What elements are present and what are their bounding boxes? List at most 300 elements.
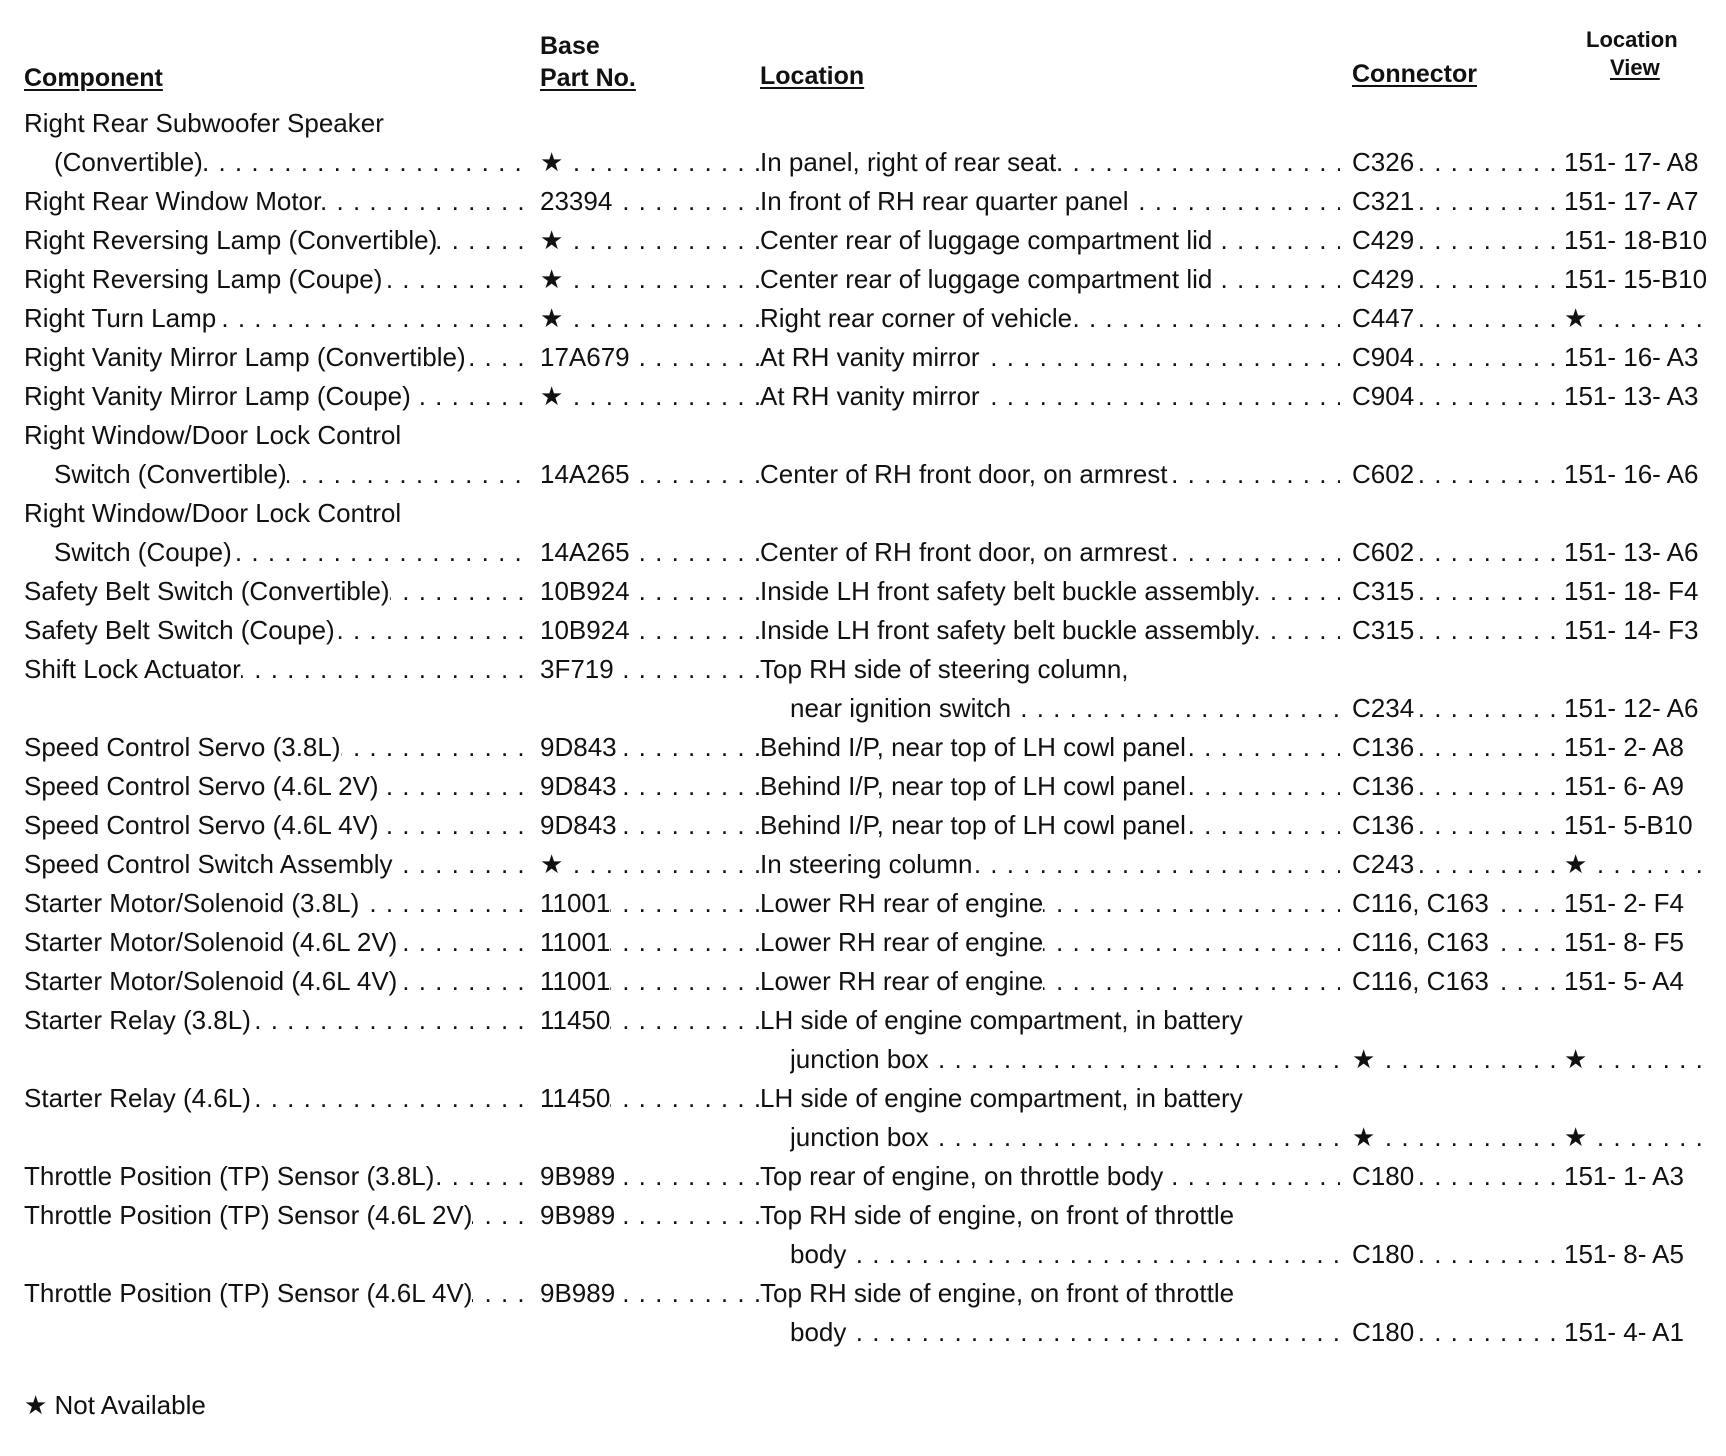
- cell-component: [24, 1079, 524, 1118]
- cell-location: [790, 1313, 1340, 1352]
- footnote: ★ Not Available: [24, 1390, 206, 1420]
- header-location-view-top-label: Location: [1586, 27, 1678, 52]
- part-text: 9D843: [540, 771, 617, 801]
- cell-connector: [1352, 1235, 1556, 1274]
- cell-connector: [1352, 1040, 1556, 1079]
- cell-part: [540, 1157, 760, 1196]
- cell-component: [24, 377, 524, 416]
- part-text: 9B989: [540, 1278, 616, 1308]
- table-row: [24, 884, 1710, 923]
- connector-text: C136: [1352, 732, 1415, 762]
- table-row: [24, 338, 1710, 377]
- table-row: [24, 416, 1710, 455]
- connector-text: C429: [1352, 225, 1415, 255]
- cell-location: [760, 455, 1340, 494]
- view-text: 151- 12- A6: [1564, 693, 1699, 723]
- header-location-label: Location: [760, 62, 865, 90]
- cell-connector: [1352, 767, 1556, 806]
- view-text: 151- 13- A6: [1564, 537, 1699, 567]
- cell-view: [1564, 806, 1710, 845]
- view-text: 151- 18- F4: [1564, 576, 1699, 606]
- location-text: body: [790, 1239, 847, 1269]
- cell-part: [540, 572, 760, 611]
- cell-view: [1564, 728, 1710, 767]
- cell-part: [540, 1079, 760, 1118]
- table-row: [24, 104, 1710, 143]
- table-row: [24, 221, 1710, 260]
- cell-location: [760, 611, 1340, 650]
- cell-connector: [1352, 1157, 1556, 1196]
- part-text: 11001: [540, 927, 611, 957]
- cell-location: [760, 1274, 1340, 1313]
- part-text: 23394: [540, 186, 613, 216]
- component-text: Right Turn Lamp: [24, 303, 217, 333]
- header-part-no: [540, 64, 636, 92]
- component-text: Right Reversing Lamp (Convertible): [24, 225, 438, 255]
- cell-view: [1564, 143, 1710, 182]
- cell-component: [24, 1274, 524, 1313]
- component-text: Right Vanity Mirror Lamp (Coupe): [24, 381, 411, 411]
- part-text: 9D843: [540, 810, 617, 840]
- location-text: At RH vanity mirror: [760, 342, 980, 372]
- view-text: 151- 14- F3: [1564, 615, 1699, 645]
- cell-part: [540, 1196, 760, 1235]
- component-text: Shift Lock Actuator: [24, 654, 241, 684]
- header-location-view-top: [1586, 26, 1678, 54]
- cell-location: [760, 221, 1340, 260]
- connector-text: C243: [1352, 849, 1415, 879]
- connector-text: C136: [1352, 810, 1415, 840]
- cell-location: [760, 572, 1340, 611]
- table-row: [24, 1040, 1710, 1079]
- cell-part: [540, 299, 760, 338]
- cell-component: [24, 767, 524, 806]
- cell-view: [1564, 338, 1710, 377]
- cell-connector: [1352, 962, 1556, 1001]
- table-row: [24, 650, 1710, 689]
- component-text: Safety Belt Switch (Coupe): [24, 615, 335, 645]
- view-text: 151- 5-B10: [1564, 810, 1693, 840]
- view-text: 151- 17- A7: [1564, 186, 1699, 216]
- table-row: [24, 845, 1710, 884]
- cell-part: [540, 767, 760, 806]
- view-text: 151- 17- A8: [1564, 147, 1699, 177]
- cell-component: [24, 845, 524, 884]
- view-text: 151- 2- A8: [1564, 732, 1684, 762]
- header-location-view-bottom-label: View: [1610, 55, 1660, 80]
- connector-text: ★: [1352, 1122, 1376, 1152]
- cell-connector: [1352, 689, 1556, 728]
- table-row: [24, 260, 1710, 299]
- table-row: [24, 1001, 1710, 1040]
- connector-text: C180: [1352, 1161, 1415, 1191]
- location-text: At RH vanity mirror: [760, 381, 980, 411]
- part-text: 10B924: [540, 576, 630, 606]
- cell-view: [1564, 182, 1710, 221]
- part-text: 3F719: [540, 654, 614, 684]
- component-text: Starter Motor/Solenoid (4.6L 4V): [24, 966, 398, 996]
- cell-location: [760, 806, 1340, 845]
- component-text: Right Reversing Lamp (Coupe): [24, 264, 383, 294]
- part-text: ★: [540, 225, 564, 255]
- cell-view: [1564, 299, 1710, 338]
- cell-connector: [1352, 299, 1556, 338]
- connector-text: C321: [1352, 186, 1415, 216]
- component-text: (Convertible): [54, 147, 203, 177]
- component-text: Starter Motor/Solenoid (4.6L 2V): [24, 927, 398, 957]
- view-text: 151- 16- A6: [1564, 459, 1699, 489]
- cell-connector: [1352, 455, 1556, 494]
- location-text: Center rear of luggage compartment lid: [760, 264, 1213, 294]
- location-text: junction box: [790, 1122, 929, 1152]
- component-text: Starter Relay (4.6L): [24, 1083, 251, 1113]
- cell-connector: [1352, 533, 1556, 572]
- connector-text: C116, C163: [1352, 966, 1489, 996]
- component-text: Throttle Position (TP) Sensor (4.6L 2V): [24, 1200, 473, 1230]
- cell-part: [540, 1274, 760, 1313]
- location-text: LH side of engine compartment, in battery: [760, 1083, 1243, 1113]
- cell-connector: [1352, 1313, 1556, 1352]
- table-row: [24, 962, 1710, 1001]
- cell-connector: [1352, 1118, 1556, 1157]
- cell-view: [1564, 1040, 1710, 1079]
- header-location-view-bottom: [1610, 54, 1660, 82]
- cell-component: [24, 1157, 524, 1196]
- cell-connector: [1352, 728, 1556, 767]
- location-text: Right rear corner of vehicle: [760, 303, 1073, 333]
- part-text: ★: [540, 381, 564, 411]
- component-text: Starter Relay (3.8L): [24, 1005, 251, 1035]
- cell-component: [24, 962, 524, 1001]
- component-text: Throttle Position (TP) Sensor (3.8L): [24, 1161, 435, 1191]
- view-text: 151- 8- F5: [1564, 927, 1684, 957]
- header-base: [540, 32, 600, 60]
- component-text: Right Window/Door Lock Control: [24, 498, 402, 528]
- component-text: Right Window/Door Lock Control: [24, 420, 402, 450]
- location-text: Top rear of engine, on throttle body: [760, 1161, 1164, 1191]
- part-text: 9B989: [540, 1200, 616, 1230]
- cell-location: [760, 650, 1340, 689]
- cell-location: [790, 689, 1340, 728]
- cell-location: [760, 962, 1340, 1001]
- cell-component: [24, 923, 524, 962]
- view-text: ★: [1564, 1044, 1588, 1074]
- part-text: 9D843: [540, 732, 617, 762]
- table-row: [24, 806, 1710, 845]
- header-connector-label: Connector: [1352, 60, 1477, 88]
- header-base-label: Base: [540, 32, 600, 60]
- cell-view: [1564, 1118, 1710, 1157]
- connector-text: C180: [1352, 1317, 1415, 1347]
- component-text: Switch (Convertible): [54, 459, 287, 489]
- component-text: Right Vanity Mirror Lamp (Convertible): [24, 342, 466, 372]
- cell-connector: [1352, 806, 1556, 845]
- table-row: [24, 533, 1710, 572]
- header-connector: [1352, 60, 1477, 88]
- location-text: Lower RH rear of engine: [760, 888, 1044, 918]
- cell-component: [54, 455, 524, 494]
- cell-part: [540, 806, 760, 845]
- view-text: 151- 15-B10: [1564, 264, 1708, 294]
- connector-text: C116, C163: [1352, 927, 1489, 957]
- part-text: 11001: [540, 888, 611, 918]
- part-text: 14A265: [540, 537, 630, 567]
- location-text: Behind I/P, near top of LH cowl panel: [760, 732, 1186, 762]
- cell-location: [790, 1040, 1340, 1079]
- cell-part: [540, 143, 760, 182]
- part-text: ★: [540, 147, 564, 177]
- component-text: Right Rear Subwoofer Speaker: [24, 108, 384, 138]
- table-row: [24, 767, 1710, 806]
- table-row: [24, 1196, 1710, 1235]
- cell-view: [1564, 533, 1710, 572]
- table-row: [24, 143, 1710, 182]
- component-text: Starter Motor/Solenoid (3.8L): [24, 888, 360, 918]
- connector-text: C602: [1352, 459, 1415, 489]
- table-row: [24, 1118, 1710, 1157]
- view-text: 151- 5- A4: [1564, 966, 1684, 996]
- cell-part: [540, 377, 760, 416]
- cell-connector: [1352, 143, 1556, 182]
- cell-component: [54, 143, 524, 182]
- location-text: Center rear of luggage compartment lid: [760, 225, 1213, 255]
- cell-part: [540, 884, 760, 923]
- cell-part: [540, 455, 760, 494]
- cell-location: [760, 1157, 1340, 1196]
- cell-view: [1564, 455, 1710, 494]
- table-row: [24, 299, 1710, 338]
- cell-connector: [1352, 221, 1556, 260]
- cell-location: [760, 299, 1340, 338]
- table-row: [24, 728, 1710, 767]
- cell-connector: [1352, 377, 1556, 416]
- cell-location: [760, 260, 1340, 299]
- connector-text: C602: [1352, 537, 1415, 567]
- cell-component: [24, 806, 524, 845]
- cell-part: [540, 260, 760, 299]
- view-text: 151- 1- A3: [1564, 1161, 1684, 1191]
- cell-part: [540, 728, 760, 767]
- part-text: 9B989: [540, 1161, 616, 1191]
- cell-location: [760, 143, 1340, 182]
- component-text: Switch (Coupe): [54, 537, 232, 567]
- part-text: 11450: [540, 1083, 611, 1113]
- cell-connector: [1352, 923, 1556, 962]
- cell-component: [24, 650, 524, 689]
- location-text: LH side of engine compartment, in battery: [760, 1005, 1243, 1035]
- cell-location: [760, 182, 1340, 221]
- location-text: near ignition switch: [790, 693, 1012, 723]
- cell-part: [540, 650, 760, 689]
- cell-view: [1564, 689, 1710, 728]
- connector-text: C326: [1352, 147, 1415, 177]
- view-text: 151- 2- F4: [1564, 888, 1684, 918]
- connector-text: C180: [1352, 1239, 1415, 1269]
- table-row: [24, 1313, 1710, 1352]
- cell-component: [24, 260, 524, 299]
- cell-view: [1564, 611, 1710, 650]
- part-text: 10B924: [540, 615, 630, 645]
- cell-part: [540, 962, 760, 1001]
- part-text: ★: [540, 849, 564, 879]
- cell-view: [1564, 572, 1710, 611]
- location-text: Center of RH front door, on armrest: [760, 459, 1168, 489]
- connector-text: C904: [1352, 342, 1415, 372]
- header-component-label: Component: [24, 64, 163, 92]
- connector-text: C315: [1352, 576, 1415, 606]
- cell-location: [760, 884, 1340, 923]
- cell-component: [24, 1196, 524, 1235]
- component-text: Safety Belt Switch (Convertible): [24, 576, 390, 606]
- cell-location: [760, 728, 1340, 767]
- table-row: [24, 923, 1710, 962]
- cell-view: [1564, 221, 1710, 260]
- cell-view: [1564, 377, 1710, 416]
- part-text: 14A265: [540, 459, 630, 489]
- view-text: 151- 8- A5: [1564, 1239, 1684, 1269]
- cell-location: [760, 1079, 1340, 1118]
- table-row: [24, 572, 1710, 611]
- cell-connector: [1352, 884, 1556, 923]
- cell-component: [24, 221, 524, 260]
- connector-text: C234: [1352, 693, 1415, 723]
- view-text: 151- 4- A1: [1564, 1317, 1684, 1347]
- table-row: [24, 1235, 1710, 1274]
- view-text: ★: [1564, 1122, 1588, 1152]
- location-text: In front of RH rear quarter panel: [760, 186, 1129, 216]
- cell-component: [24, 182, 524, 221]
- cell-location: [760, 1196, 1340, 1235]
- cell-part: [540, 923, 760, 962]
- cell-component: [24, 611, 524, 650]
- cell-view: [1564, 884, 1710, 923]
- location-text: Lower RH rear of engine: [760, 966, 1044, 996]
- table-row: [24, 1079, 1710, 1118]
- cell-part: [540, 182, 760, 221]
- cell-connector: [1352, 338, 1556, 377]
- connector-text: ★: [1352, 1044, 1376, 1074]
- connector-text: C429: [1352, 264, 1415, 294]
- cell-location: [760, 845, 1340, 884]
- location-text: Center of RH front door, on armrest: [760, 537, 1168, 567]
- cell-location: [760, 377, 1340, 416]
- part-text: 11001: [540, 966, 611, 996]
- cell-view: [1564, 923, 1710, 962]
- location-text: Behind I/P, near top of LH cowl panel: [760, 810, 1186, 840]
- cell-part: [540, 533, 760, 572]
- table-row: [24, 1274, 1710, 1313]
- connector-text: C136: [1352, 771, 1415, 801]
- location-text: junction box: [790, 1044, 929, 1074]
- table-row: [24, 455, 1710, 494]
- cell-location: [760, 338, 1340, 377]
- cell-component: [24, 338, 524, 377]
- cell-part: [540, 1001, 760, 1040]
- table-row: [24, 611, 1710, 650]
- cell-component: [24, 104, 524, 143]
- cell-location: [790, 1118, 1340, 1157]
- cell-connector: [1352, 845, 1556, 884]
- location-text: Top RH side of steering column,: [760, 654, 1129, 684]
- component-text: Speed Control Servo (3.8L): [24, 732, 341, 762]
- connector-text: C116, C163: [1352, 888, 1489, 918]
- component-text: Speed Control Switch Assembly: [24, 849, 393, 879]
- cell-connector: [1352, 611, 1556, 650]
- connector-text: C904: [1352, 381, 1415, 411]
- table-row: [24, 377, 1710, 416]
- cell-component: [24, 494, 524, 533]
- cell-connector: [1352, 572, 1556, 611]
- view-text: 151- 13- A3: [1564, 381, 1699, 411]
- part-text: ★: [540, 303, 564, 333]
- view-text: ★: [1564, 849, 1588, 879]
- header-part-no-label: Part No.: [540, 64, 636, 92]
- location-text: In steering column: [760, 849, 973, 879]
- part-text: 11450: [540, 1005, 611, 1035]
- cell-view: [1564, 1313, 1710, 1352]
- cell-component: [24, 299, 524, 338]
- location-text: body: [790, 1317, 847, 1347]
- cell-part: [540, 611, 760, 650]
- cell-location: [760, 923, 1340, 962]
- cell-component: [24, 416, 524, 455]
- cell-view: [1564, 962, 1710, 1001]
- component-text: Right Rear Window Motor: [24, 186, 322, 216]
- cell-location: [790, 1235, 1340, 1274]
- table-row: [24, 689, 1710, 728]
- cell-component: [54, 533, 524, 572]
- table-row: [24, 182, 1710, 221]
- location-text: Inside LH front safety belt buckle assembly: [760, 576, 1255, 606]
- location-text: Inside LH front safety belt buckle assembly: [760, 615, 1255, 645]
- cell-component: [24, 1001, 524, 1040]
- cell-part: [540, 845, 760, 884]
- cell-view: [1564, 767, 1710, 806]
- component-text: Speed Control Servo (4.6L 2V): [24, 771, 379, 801]
- cell-view: [1564, 1157, 1710, 1196]
- view-text: 151- 6- A9: [1564, 771, 1684, 801]
- cell-location: [760, 533, 1340, 572]
- cell-view: [1564, 845, 1710, 884]
- cell-component: [24, 572, 524, 611]
- cell-view: [1564, 1235, 1710, 1274]
- connector-text: C447: [1352, 303, 1415, 333]
- component-text: Throttle Position (TP) Sensor (4.6L 4V): [24, 1278, 473, 1308]
- cell-location: [760, 1001, 1340, 1040]
- component-text: Speed Control Servo (4.6L 4V): [24, 810, 379, 840]
- location-text: Top RH side of engine, on front of throttle: [760, 1278, 1235, 1308]
- connector-text: C315: [1352, 615, 1415, 645]
- location-text: Behind I/P, near top of LH cowl panel: [760, 771, 1186, 801]
- header-component: [24, 64, 163, 92]
- part-text: 17A679: [540, 342, 630, 372]
- table-row: [24, 494, 1710, 533]
- cell-component: [24, 884, 524, 923]
- view-text: ★: [1564, 303, 1588, 333]
- view-text: 151- 16- A3: [1564, 342, 1699, 372]
- location-text: In panel, right of rear seat: [760, 147, 1057, 177]
- cell-location: [760, 767, 1340, 806]
- header-location: [760, 62, 864, 90]
- cell-part: [540, 338, 760, 377]
- table-row: [24, 1157, 1710, 1196]
- location-text: Lower RH rear of engine: [760, 927, 1044, 957]
- cell-component: [24, 728, 524, 767]
- cell-part: [540, 221, 760, 260]
- cell-connector: [1352, 182, 1556, 221]
- location-text: Top RH side of engine, on front of throttle: [760, 1200, 1235, 1230]
- view-text: 151- 18-B10: [1564, 225, 1708, 255]
